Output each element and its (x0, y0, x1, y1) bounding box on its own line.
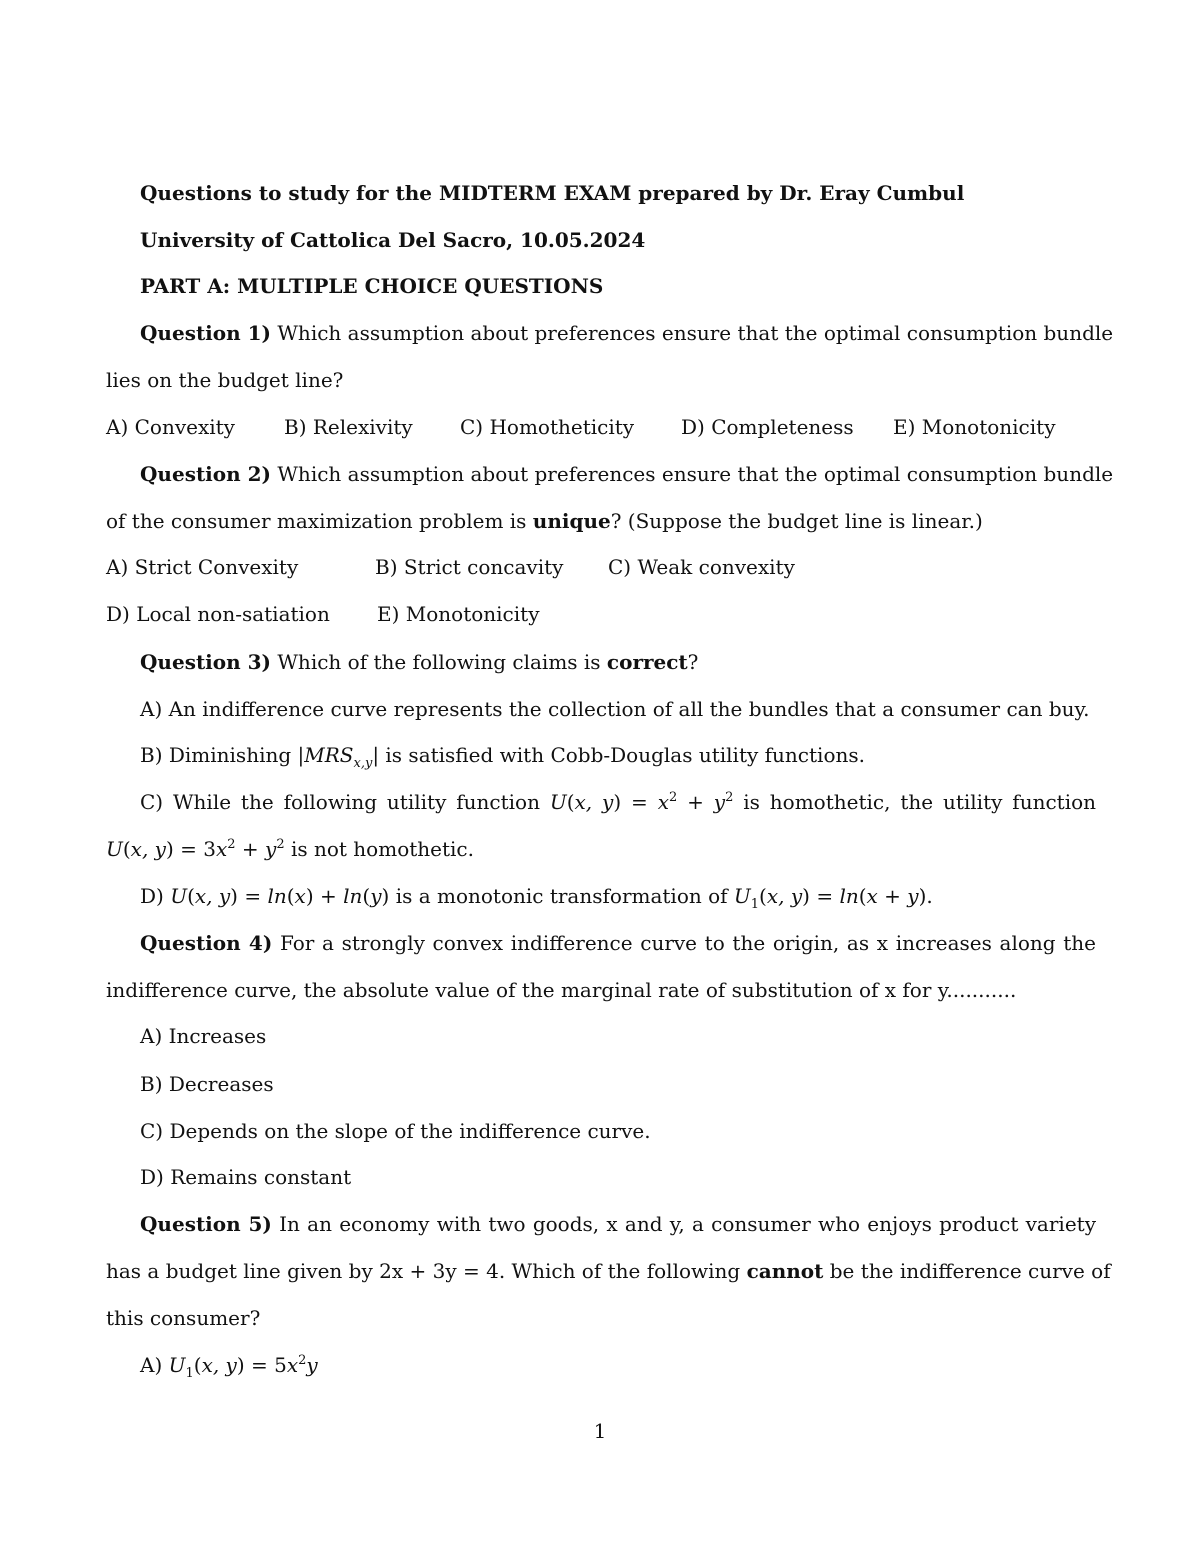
question-3-option-c-line-2 (106, 835, 1096, 863)
question-1-text-1: Which assumption about preferences ensure that the optimal consumption bundle (277, 321, 1114, 345)
question-1-option-b: B) Relexivity (284, 415, 413, 439)
question-5-emphasis: cannot (746, 1259, 824, 1283)
question-3-text-end: ? (687, 650, 699, 674)
question-2-option-c: C) Weak convexity (608, 555, 795, 579)
question-2-text-1: Which assumption about preferences ensure that the optimal consumption bundle (277, 462, 1114, 486)
question-5-line-2 (106, 1257, 1111, 1285)
question-3-emphasis: correct (606, 650, 688, 674)
question-1-line-2: lies on the budget line? (106, 368, 344, 392)
question-5-label: Question 5) (140, 1212, 272, 1236)
question-4-option-a: A) Increases (140, 1024, 267, 1048)
question-4-line-2: indifference curve, the absolute value of the marginal rate of substitution of x for y........... (106, 978, 1017, 1002)
question-3-option-c-line-1 (140, 788, 1096, 816)
question-3-stem (140, 648, 1096, 676)
part-heading: PART A: MULTIPLE CHOICE QUESTIONS (140, 274, 604, 298)
question-2-options-row-1 (106, 553, 1096, 581)
question-2-line-2 (106, 507, 1096, 535)
document-title: Questions to study for the MIDTERM EXAM prepared by Dr. Eray Cumbul (140, 181, 965, 205)
question-2-options-row-2 (106, 600, 1096, 628)
question-1-line-1 (140, 319, 1114, 347)
question-2-option-d: D) Local non-satiation (106, 602, 330, 626)
question-4-option-b: B) Decreases (140, 1072, 274, 1096)
question-4-line-1 (140, 929, 1096, 957)
institution-line: University of Cattolica Del Sacro, 10.05.2024 (140, 228, 646, 252)
question-3-mrs-subscript: x,y (353, 756, 373, 771)
question-2-text-3: ? (Suppose the budget line is linear.) (610, 509, 983, 533)
question-3-option-a: A) An indifference curve represents the collection of all the bundles that a consumer can buy. (140, 697, 1090, 721)
question-2-label: Question 2) (140, 462, 272, 486)
question-5-option-a-label: A) (140, 1353, 163, 1377)
question-3-formula-4: $U_1(x$, y) = ln(x + y). (733, 884, 933, 912)
question-5-line-3: this consumer? (106, 1306, 261, 1330)
question-3-formula-3: U(x, y) = ln(x) + ln(y) (170, 884, 390, 908)
question-5-option-a (140, 1351, 1096, 1379)
question-2-option-e: E) Monotonicity (377, 602, 540, 626)
question-1-option-e: E) Monotonicity (893, 415, 1056, 439)
question-1-option-d: D) Completeness (681, 415, 854, 439)
question-4-option-d: D) Remains constant (140, 1165, 352, 1189)
question-5-line-1 (140, 1210, 1096, 1238)
question-3-option-d-label: D) (140, 884, 164, 908)
question-5-formula-1: $U_1(x$, $y) = 5x^2y$ (168, 1353, 318, 1381)
question-2-option-a: A) Strict Convexity (106, 555, 299, 579)
question-3-option-b-text: B) Diminishing | (140, 743, 305, 767)
question-3-option-b-text-end: | is satisfied with Cobb-Douglas utility functions. (372, 743, 865, 767)
question-3-text: Which of the following claims is (277, 650, 601, 674)
question-4-option-c: C) Depends on the slope of the indifference curve. (140, 1119, 651, 1143)
question-3-option-d-text: is a monotonic transformation of (395, 884, 728, 908)
question-3-option-c-text-2: is homothetic, the utility function (743, 790, 1097, 814)
question-1-option-c: C) Homotheticity (460, 415, 635, 439)
question-2-option-b: B) Strict concavity (375, 555, 564, 579)
question-3-option-c-text: C) While the following utility function (140, 790, 540, 814)
question-4-label: Question 4) (140, 931, 273, 955)
question-3-option-c-text-3: is not homothetic. (290, 837, 474, 861)
question-5-text-3: be the indifference curve of (829, 1259, 1111, 1283)
question-4-text-1: For a strongly convex indifference curve to the origin, as x increases along the (279, 931, 1096, 955)
question-3-option-d (140, 882, 1096, 910)
question-1-option-a: A) Convexity (106, 415, 235, 439)
question-3-option-b (140, 741, 1096, 769)
page-number: 1 (593, 1419, 607, 1443)
question-1-label: Question 1) (140, 321, 272, 345)
question-5-text-1: In an economy with two goods, x and y, a consumer who enjoys product variety (279, 1212, 1096, 1236)
question-2-emphasis: unique (532, 509, 611, 533)
question-3-formula-2: U(x, $y) = 3x^2 + y^2$ (106, 837, 285, 861)
question-3-formula-1: U(x, $y) = x^2 + y^2$ (549, 790, 734, 814)
question-1-options (106, 413, 1096, 441)
question-2-line-1 (140, 460, 1114, 488)
question-3-label: Question 3) (140, 650, 272, 674)
question-3-mrs-symbol: MRS (304, 743, 354, 767)
question-5-text-2: has a budget line given by 2x + 3y = 4. Which of the following (106, 1259, 741, 1283)
question-2-text-2: of the consumer maximization problem is (106, 509, 527, 533)
